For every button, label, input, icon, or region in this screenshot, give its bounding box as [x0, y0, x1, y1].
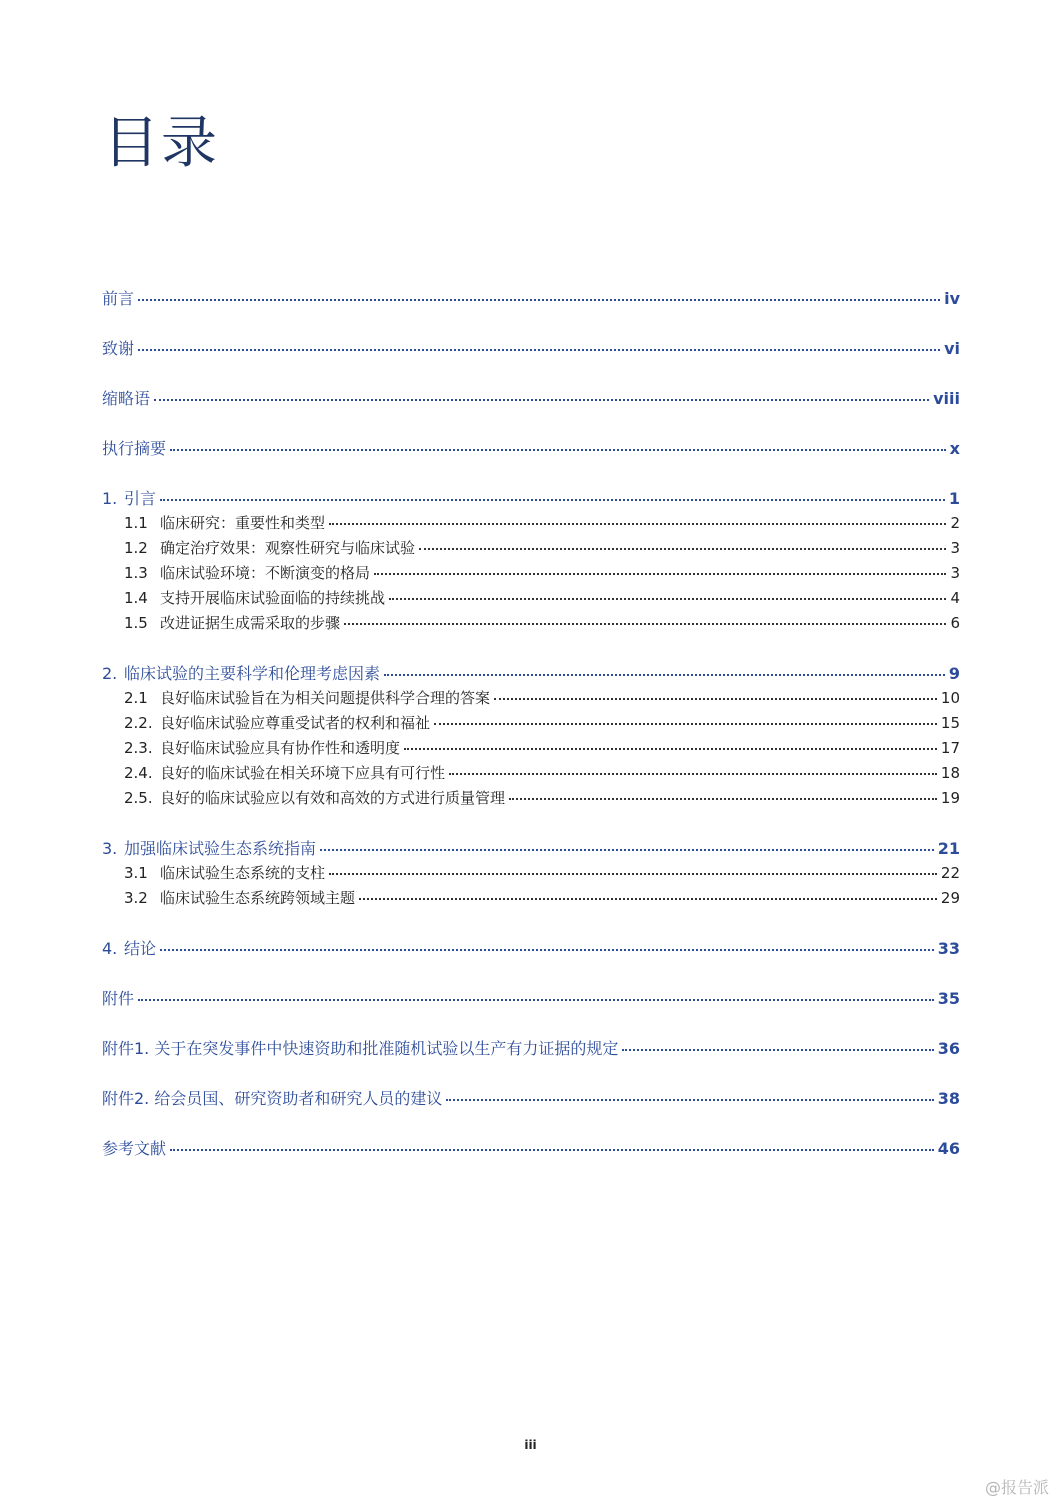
dot-leader: [384, 672, 945, 676]
toc-entry-page: 1: [948, 489, 960, 508]
dot-leader: [170, 1147, 934, 1151]
toc-subentry-2-1[interactable]: [102, 686, 960, 711]
toc-entry-label: 执行摘要: [102, 439, 167, 458]
toc-entry-label: 临床试验生态系统的支柱: [160, 864, 326, 882]
dot-leader: [329, 521, 946, 525]
toc-entry-number: 2.4.: [124, 764, 153, 782]
toc-entry-page: 19: [940, 789, 960, 807]
toc-entry-page: 29: [940, 889, 960, 907]
dot-leader: [446, 1097, 933, 1101]
dot-leader: [320, 847, 934, 851]
toc-entry-page: 46: [937, 1139, 960, 1158]
toc-entry-number: 1.3: [124, 564, 148, 582]
toc-entry-label: 缩略语: [102, 389, 151, 408]
dot-leader: [494, 696, 937, 700]
toc-entry-page: x: [949, 439, 960, 458]
toc-entry-annex-2[interactable]: [102, 1086, 960, 1111]
toc-entry-chapter-2[interactable]: [102, 661, 960, 686]
toc-entry-label: 致谢: [102, 339, 135, 358]
dot-leader: [154, 397, 929, 401]
toc-entry-page: 35: [937, 989, 960, 1008]
toc-subentry-3-2[interactable]: [102, 886, 960, 911]
toc-entry-label: 良好临床试验旨在为相关问题提供科学合理的答案: [160, 689, 491, 707]
toc-entry-number: 1.2: [124, 539, 148, 557]
toc-entry-page: 6: [950, 614, 960, 632]
toc-entry-label: 临床试验环境：不断演变的格局: [160, 564, 371, 582]
toc-entry-label: 附件1. 关于在突发事件中快速资助和批准随机试验以生产有力证据的规定: [102, 1039, 619, 1058]
toc-entry-page: 21: [937, 839, 960, 858]
toc-entry-number: 3.1: [124, 864, 148, 882]
toc-entry-number: 1.4: [124, 589, 148, 607]
toc-entry-acknowledgements[interactable]: [102, 336, 960, 361]
watermark: @报告派: [984, 1478, 1049, 1497]
dot-leader: [622, 1047, 933, 1051]
dot-leader: [138, 347, 940, 351]
dot-leader: [404, 746, 937, 750]
toc-entry-label: 引言: [124, 489, 157, 508]
toc-subentry-2-3[interactable]: [102, 736, 960, 761]
toc-entry-page: iv: [944, 289, 960, 308]
dot-leader: [359, 896, 937, 900]
toc-entry-chapter-1[interactable]: [102, 486, 960, 511]
toc-entry-page: 2: [950, 514, 960, 532]
dot-leader: [344, 621, 946, 625]
toc-entry-page: 18: [940, 764, 960, 782]
dot-leader: [329, 871, 937, 875]
toc-entry-annexes[interactable]: [102, 986, 960, 1011]
dot-leader: [160, 497, 945, 501]
toc-entry-label: 支持开展临床试验面临的持续挑战: [160, 589, 386, 607]
toc-entry-executive-summary[interactable]: [102, 436, 960, 461]
toc-entry-page: 17: [940, 739, 960, 757]
toc-entry-page: 3: [950, 564, 960, 582]
toc-subentry-1-4[interactable]: [102, 586, 960, 611]
toc-entry-label: 附件2. 给会员国、研究资助者和研究人员的建议: [102, 1089, 443, 1108]
toc-entry-number: 2.2.: [124, 714, 153, 732]
toc-entry-label: 加强临床试验生态系统指南: [124, 839, 317, 858]
dot-leader: [449, 771, 937, 775]
toc-entry-number: 1.5: [124, 614, 148, 632]
toc-subentry-2-2[interactable]: [102, 711, 960, 736]
toc-entry-label: 良好的临床试验在相关环境下应具有可行性: [160, 764, 446, 782]
toc-entry-preface[interactable]: [102, 286, 960, 311]
page-number: iii: [524, 1438, 537, 1452]
dot-leader: [509, 796, 937, 800]
toc-entry-number: 2.5.: [124, 789, 153, 807]
toc-subentry-1-2[interactable]: [102, 536, 960, 561]
toc-entry-label: 良好的临床试验应以有效和高效的方式进行质量管理: [160, 789, 506, 807]
toc-entry-page: viii: [933, 389, 960, 408]
toc-entry-label: 良好临床试验应尊重受试者的权利和福祉: [160, 714, 431, 732]
toc-subentry-1-5[interactable]: [102, 611, 960, 636]
toc-subentry-1-1[interactable]: [102, 511, 960, 536]
toc-entry-page: 10: [940, 689, 960, 707]
table-of-contents: [102, 286, 960, 1161]
toc-entry-number: 3.: [102, 839, 118, 858]
toc-entry-page: 9: [948, 664, 960, 683]
dot-leader: [160, 947, 934, 951]
toc-entry-page: 15: [940, 714, 960, 732]
toc-entry-number: 1.1: [124, 514, 148, 532]
toc-entry-label: 参考文献: [102, 1139, 167, 1158]
toc-entry-label: 临床试验生态系统跨领域主题: [160, 889, 356, 907]
toc-subentry-3-1[interactable]: [102, 861, 960, 886]
toc-entry-number: 2.: [102, 664, 118, 683]
toc-entry-number: 3.2: [124, 889, 148, 907]
toc-entry-number: 4.: [102, 939, 118, 958]
toc-entry-number: 2.1: [124, 689, 148, 707]
toc-entry-references[interactable]: [102, 1136, 960, 1161]
toc-entry-label: 确定治疗效果：观察性研究与临床试验: [160, 539, 416, 557]
toc-entry-page: 4: [950, 589, 960, 607]
toc-entry-annex-1[interactable]: [102, 1036, 960, 1061]
toc-entry-number: 2.3.: [124, 739, 153, 757]
toc-subentry-1-3[interactable]: [102, 561, 960, 586]
toc-entry-page: 33: [937, 939, 960, 958]
toc-entry-label: 临床研究：重要性和类型: [160, 514, 326, 532]
toc-entry-label: 前言: [102, 289, 135, 308]
toc-entry-page: 3: [950, 539, 960, 557]
toc-entry-label: 临床试验的主要科学和伦理考虑因素: [124, 664, 381, 683]
toc-entry-page: 22: [940, 864, 960, 882]
toc-subentry-2-4[interactable]: [102, 761, 960, 786]
toc-entry-page: 36: [937, 1039, 960, 1058]
toc-entry-label: 良好临床试验应具有协作性和透明度: [160, 739, 401, 757]
page-title: 目录: [103, 111, 219, 176]
toc-entry-chapter-4[interactable]: [102, 936, 960, 961]
dot-leader: [170, 447, 946, 451]
dot-leader: [434, 721, 937, 725]
toc-subentry-2-5[interactable]: [102, 786, 960, 811]
toc-entry-number: 1.: [102, 489, 118, 508]
toc-entry-chapter-3[interactable]: [102, 836, 960, 861]
toc-entry-page: vi: [944, 339, 960, 358]
toc-entry-label: 改进证据生成需采取的步骤: [160, 614, 341, 632]
dot-leader: [374, 571, 946, 575]
toc-entry-abbreviations[interactable]: [102, 386, 960, 411]
toc-entry-label: 附件: [102, 989, 135, 1008]
toc-entry-label: 结论: [124, 939, 157, 958]
dot-leader: [389, 596, 946, 600]
toc-entry-page: 38: [937, 1089, 960, 1108]
dot-leader: [419, 546, 946, 550]
dot-leader: [138, 997, 934, 1001]
dot-leader: [138, 297, 940, 301]
